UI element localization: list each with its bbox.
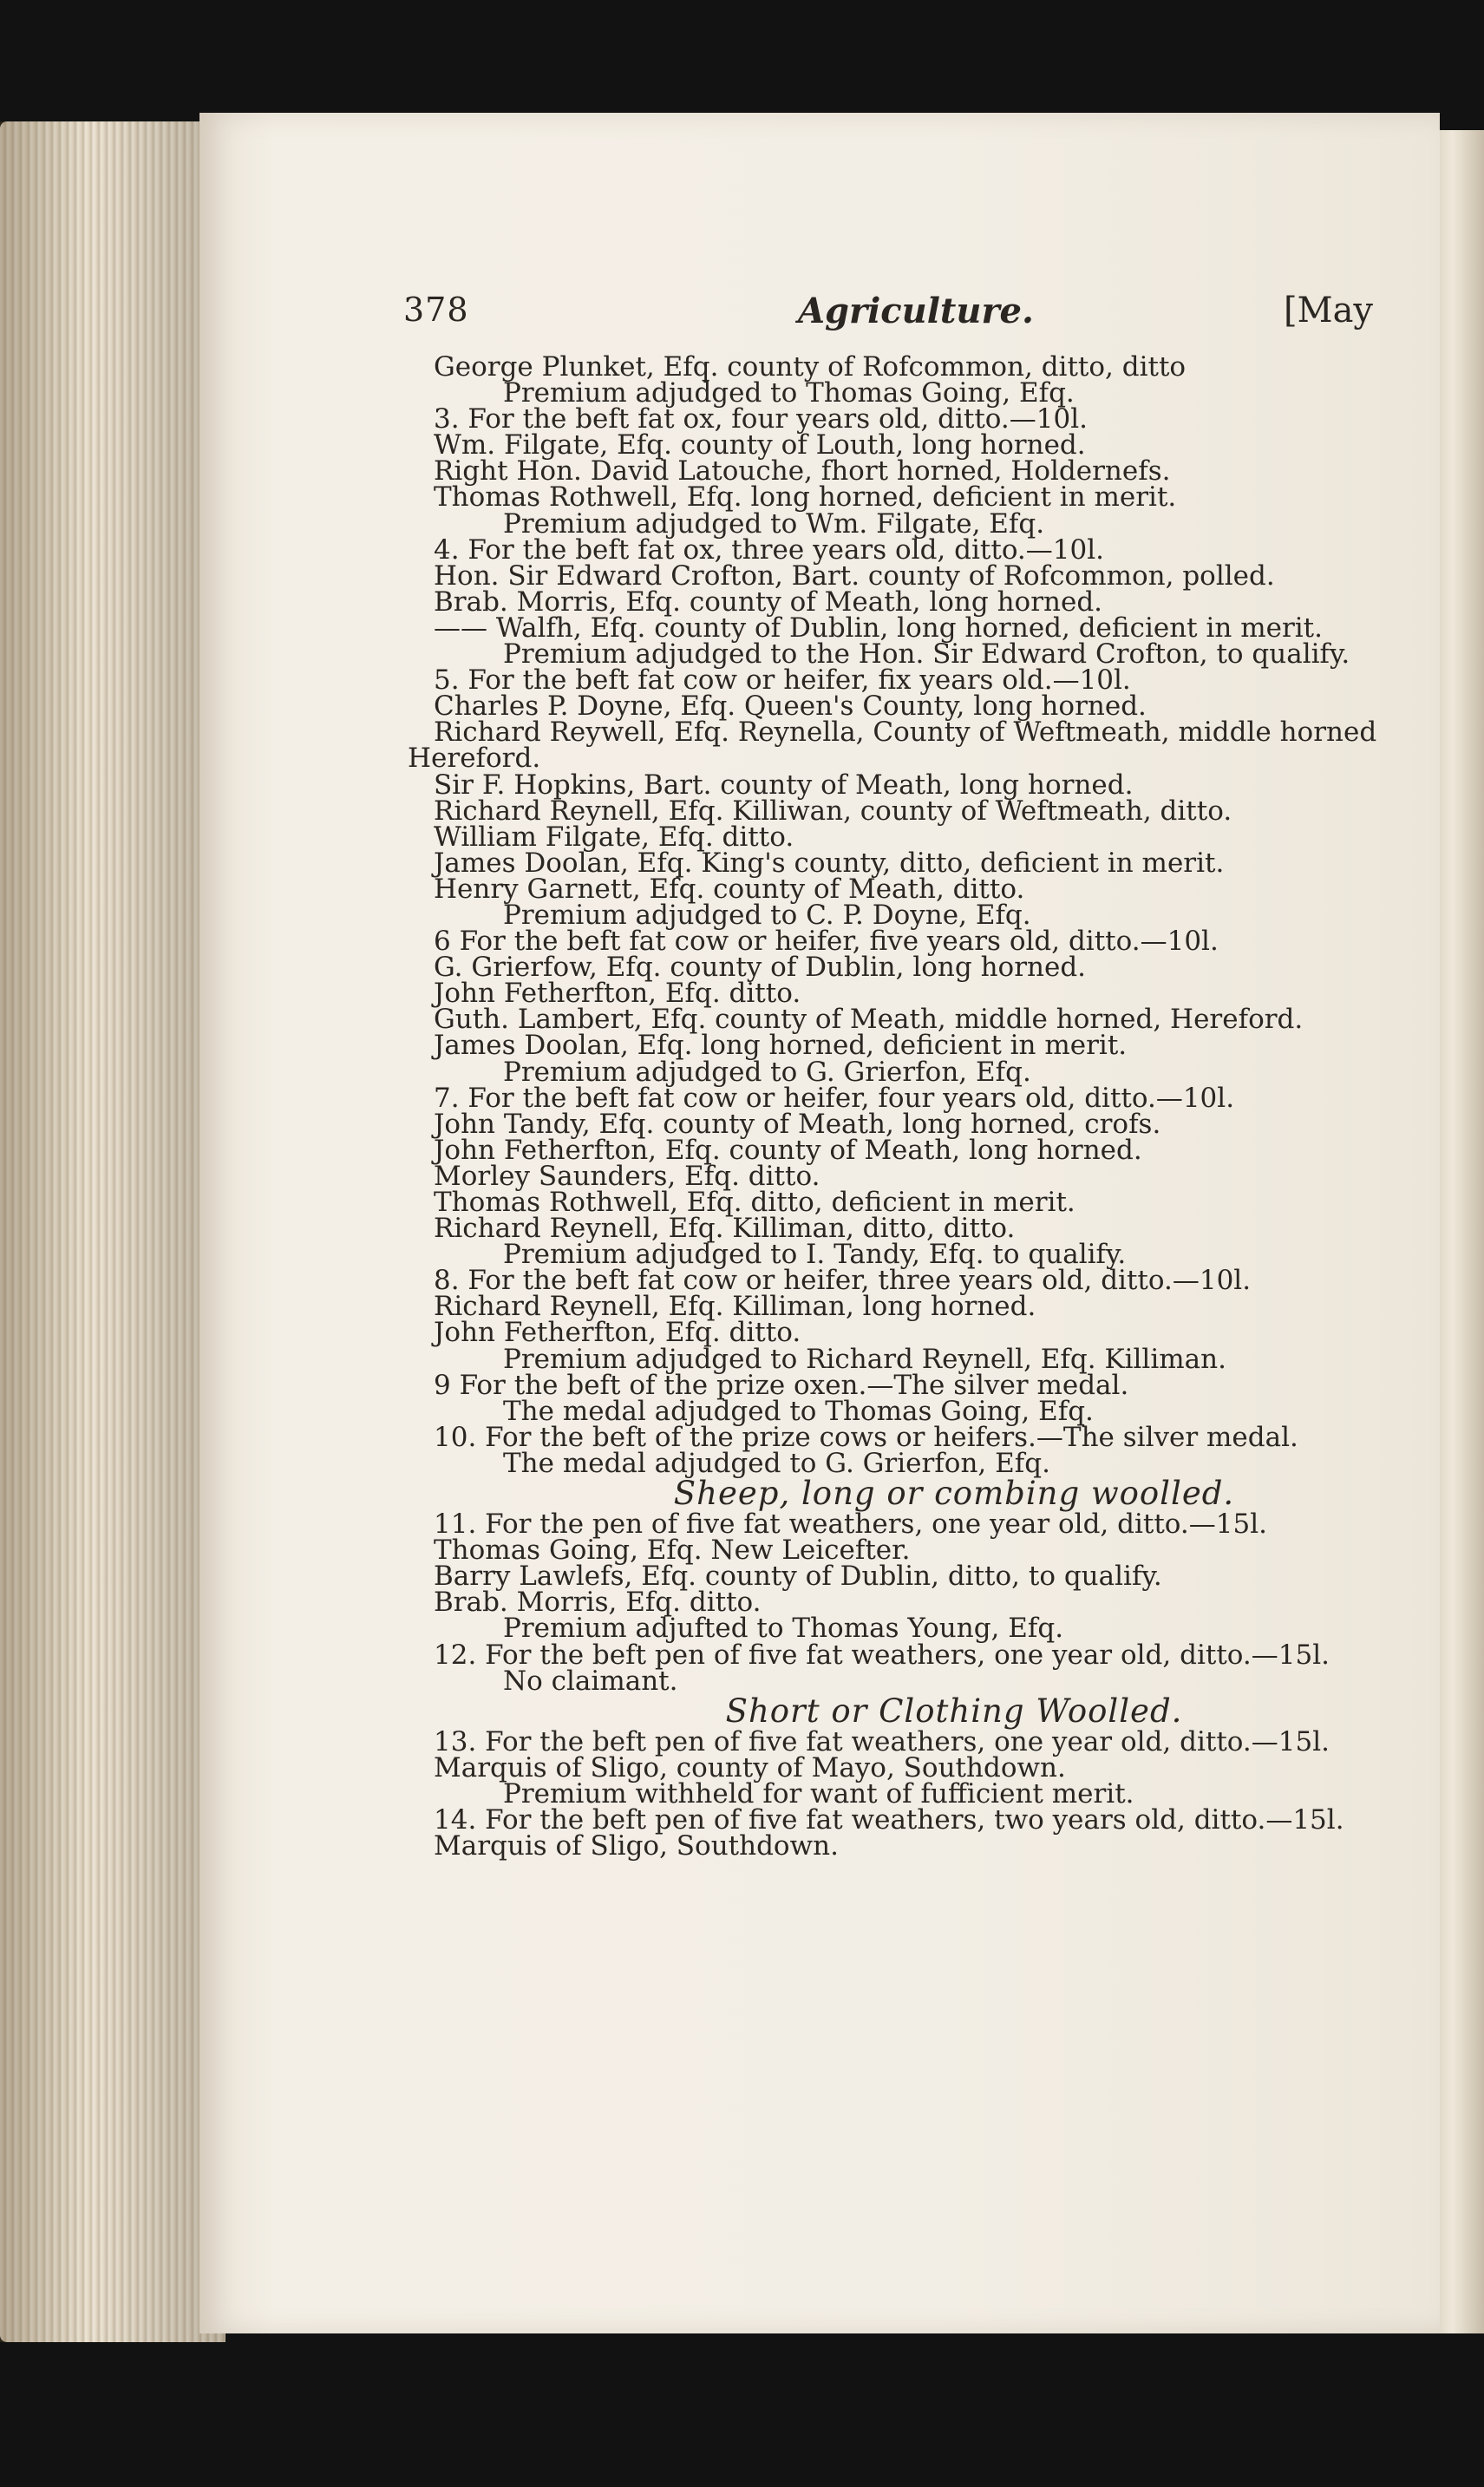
text-line: James Doolan, Efq. long horned, deficient in merit. <box>434 1030 1128 1062</box>
text-line: 3. For the beft fat ox, four years old, ditto.—10l. <box>434 403 1088 435</box>
text-line: —— Walfh, Efq. county of Dublin, long horned, deficient in merit. <box>434 612 1323 644</box>
text-line: Wm. Filgate, Efq. county of Louth, long horned. <box>434 429 1086 461</box>
text-line: Premium adjudged to Richard Reynell, Efq. Killiman. <box>503 1343 1226 1375</box>
text-line: Morley Saunders, Efq. ditto. <box>434 1160 820 1192</box>
text-line: Richard Reynell, Efq. Killiman, ditto, ditto. <box>434 1213 1016 1245</box>
text-line: Premium adjudged to Thomas Going, Efq. <box>503 377 1075 409</box>
text-line: James Doolan, Efq. King's county, ditto, deficient in merit. <box>434 847 1225 879</box>
text-line: Thomas Going, Efq. New Leicefter. <box>434 1535 911 1567</box>
text-line: Brab. Morris, Efq. ditto. <box>434 1587 762 1619</box>
text-line: 6 For the beft fat cow or heifer, five years old, ditto.—10l. <box>434 926 1219 958</box>
section-heading: Sheep, long or combing woolled. <box>673 1475 1235 1513</box>
text-line: Premium adjufted to Thomas Young, Efq. <box>503 1613 1064 1645</box>
text-line: 4. For the beft fat ox, three years old, ditto.—10l. <box>434 533 1105 566</box>
text-line: Charles P. Doyne, Efq. Queen's County, long horned. <box>434 690 1147 723</box>
text-line: Premium adjudged to G. Grierfon, Efq. <box>503 1056 1031 1088</box>
book-page <box>199 113 1440 2333</box>
text-line: John Fetherfton, Efq. ditto. <box>434 978 801 1010</box>
text-line: Premium adjudged to I. Tandy, Efq. to qualify. <box>503 1239 1127 1271</box>
text-line: 7. For the beft fat cow or heifer, four years old, ditto.—10l. <box>434 1082 1235 1114</box>
text-line: Richard Reynell, Efq. Killiman, long horned. <box>434 1291 1036 1323</box>
text-line: Thomas Rothwell, Efq. ditto, deficient in merit. <box>434 1187 1075 1218</box>
text-line: Hon. Sir Edward Crofton, Bart. county of Rofcommon, polled. <box>434 560 1275 592</box>
text-line: Premium adjudged to the Hon. Sir Edward Crofton, to qualify. <box>503 638 1350 671</box>
text-line: Barry Lawlefs, Efq. county of Dublin, ditto, to qualify. <box>434 1561 1162 1593</box>
text-line: Hereford. <box>408 743 541 775</box>
text-line: John Fetherfton, Efq. county of Meath, long horned. <box>434 1134 1142 1166</box>
text-line: George Plunket, Efq. county of Rofcommon, ditto, ditto <box>434 351 1187 383</box>
text-line: Premium adjudged to C. P. Doyne, Efq. <box>503 899 1031 931</box>
text-line: 12. For the beft pen of five fat weathers, one year old, ditto.—15l. <box>434 1639 1330 1671</box>
text-line: John Tandy, Efq. county of Meath, long horned, crofs. <box>434 1108 1161 1140</box>
page-header <box>199 291 1440 351</box>
section-heading: Short or Clothing Woolled. <box>725 1692 1183 1730</box>
page-body <box>408 351 1422 1862</box>
text-line: 13. For the beft pen of five fat weathers, one year old, ditto.—15l. <box>434 1725 1330 1757</box>
text-line: Brab. Morris, Efq. county of Meath, long horned. <box>434 586 1103 618</box>
text-line: 14. For the beft pen of five fat weathers, two years old, ditto.—15l. <box>434 1803 1344 1836</box>
text-line: 9 For the beft of the prize oxen.—The silver medal. <box>434 1369 1129 1401</box>
text-line: Richard Reywell, Efq. Reynella, County of Weftmeath, middle horned <box>434 717 1377 749</box>
text-line: No claimant. <box>503 1665 678 1697</box>
text-line: Sir F. Hopkins, Bart. county of Meath, long horned. <box>434 769 1134 801</box>
text-line: Thomas Rothwell, Efq. long horned, deficient in merit. <box>434 481 1177 514</box>
text-line: The medal adjudged to Thomas Going, Efq. <box>503 1395 1094 1427</box>
text-line: Premium withheld for want of fufficient merit. <box>503 1777 1134 1810</box>
text-line: 11. For the pen of five fat weathers, one year old, ditto.—15l. <box>434 1509 1267 1541</box>
text-line: Marquis of Sligo, county of Mayo, Southdown. <box>434 1751 1066 1783</box>
text-line: John Fetherfton, Efq. ditto. <box>434 1317 801 1349</box>
text-line: Right Hon. David Latouche, fhort horned, Holdernefs. <box>434 455 1171 488</box>
text-line: Richard Reynell, Efq. Killiwan, county of Weftmeath, ditto. <box>434 795 1232 827</box>
text-line: The medal adjudged to G. Grierfon, Efq. <box>503 1447 1050 1479</box>
text-line: Marquis of Sligo, Southdown. <box>434 1830 839 1862</box>
text-line: 10. For the beft of the prize cows or heifers.—The silver medal. <box>434 1421 1298 1453</box>
running-month: [May <box>1284 291 1374 331</box>
page-number: 378 <box>403 291 469 329</box>
text-line: William Filgate, Efq. ditto. <box>434 821 794 853</box>
running-head: Agriculture. <box>798 291 1034 331</box>
text-line: 5. For the beft fat cow or heifer, fix years old.—10l. <box>434 664 1131 697</box>
text-line: 8. For the beft fat cow or heifer, three years old, ditto.—10l. <box>434 1265 1252 1297</box>
text-line: Guth. Lambert, Efq. county of Meath, middle horned, Hereford. <box>434 1004 1304 1036</box>
text-line: Henry Garnett, Efq. county of Meath, ditto. <box>434 873 1025 905</box>
text-line: G. Grierfow, Efq. county of Dublin, long horned. <box>434 952 1087 984</box>
book-edge-shadow <box>0 121 226 2342</box>
text-line: Premium adjudged to Wm. Filgate, Efq. <box>503 507 1045 540</box>
